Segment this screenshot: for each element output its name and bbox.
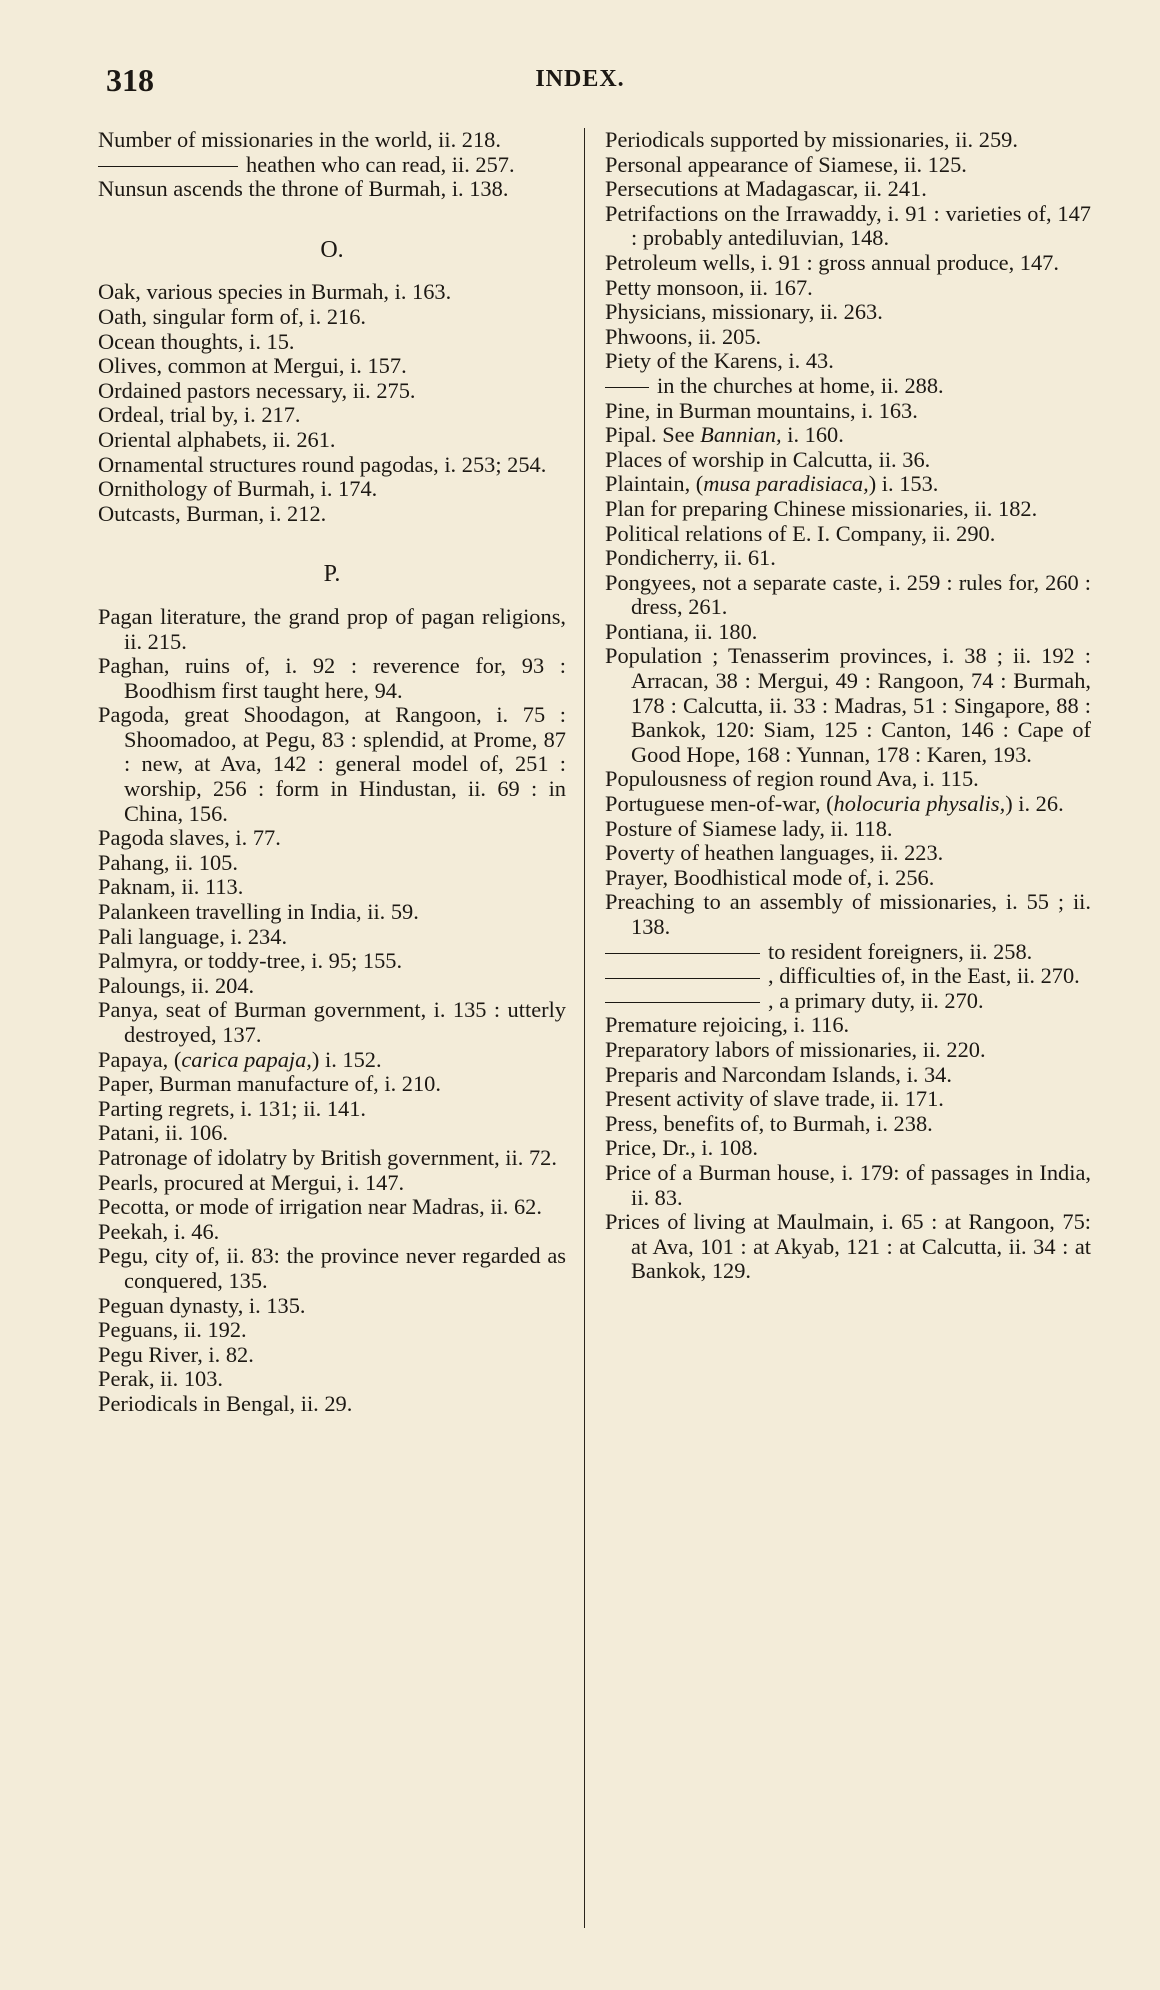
index-entry [605, 1038, 1091, 1063]
entry-text: Poverty of heathen languages, ii. 223. [605, 840, 944, 866]
index-entry [98, 1072, 566, 1097]
index-entry [98, 1343, 566, 1368]
index-entry [98, 1392, 566, 1417]
entry-italic-text: Bannian, [700, 422, 782, 448]
entry-text: Nunsun ascends the throne of Burmah, i. 138. [98, 176, 509, 202]
index-entry [98, 1121, 566, 1146]
entry-text: ) i. 152. [311, 1046, 382, 1072]
entry-text: Ocean thoughts, i. 15. [98, 328, 295, 354]
ditto-dash [605, 978, 760, 979]
left-column [98, 128, 566, 1417]
entry-text: Press, benefits of, to Burmah, i. 238. [605, 1110, 933, 1136]
index-entry [605, 1063, 1091, 1088]
index-entry [605, 497, 1091, 522]
entry-text: Piety of the Karens, i. 43. [605, 348, 834, 374]
index-entry [605, 374, 1091, 399]
right-column [605, 128, 1091, 1284]
entry-text: Oath, singular form of, i. 216. [98, 303, 367, 329]
entry-text: Portuguese men-of-war, ( [605, 791, 834, 817]
entry-text: Phwoons, ii. 205. [605, 323, 762, 349]
entry-text: Price, Dr., i. 108. [605, 1135, 758, 1161]
entry-text: Pine, in Burman mountains, i. 163. [605, 397, 918, 423]
index-entry [98, 1294, 566, 1319]
index-entry [98, 403, 566, 428]
index-entry [605, 546, 1091, 571]
entry-text: Paghan, ruins of, i. 92 : reverence for, 93 : Boodhism first taught here, 94. [98, 653, 566, 703]
ditto-dash [98, 166, 238, 167]
entry-text: Palmyra, or toddy-tree, i. 95; 155. [98, 948, 403, 974]
index-entry [98, 428, 566, 453]
page-number: 318 [106, 62, 154, 98]
index-entry [98, 826, 566, 851]
index-entry [605, 964, 1091, 989]
entry-text: Paloungs, ii. 204. [98, 972, 255, 998]
entry-text: Patronage of idolatry by British government, ii. 72. [98, 1144, 557, 1170]
entry-text: Pagan literature, the grand prop of pagan religions, ii. 215. [98, 603, 566, 654]
index-entry [605, 399, 1091, 424]
index-entry [605, 448, 1091, 473]
entry-text: Oak, various species in Burmah, i. 163. [98, 279, 452, 305]
entry-text: Prayer, Boodhistical mode of, i. 256. [605, 864, 935, 890]
index-entry [605, 571, 1091, 620]
entry-text: Places of worship in Calcutta, ii. 36. [605, 446, 931, 472]
ditto-dash [605, 387, 649, 388]
entry-text: heathen who can read, ii. 257. [246, 151, 515, 177]
index-entry [98, 703, 566, 826]
entry-text: Pali language, i. 234. [98, 923, 288, 949]
index-entry [98, 654, 566, 703]
index-entry [605, 817, 1091, 842]
entry-text: Papaya, ( [98, 1046, 182, 1072]
entry-text: to resident foreigners, ii. 258. [768, 938, 1033, 964]
entry-text: Pontiana, ii. 180. [605, 618, 758, 644]
index-entry [98, 949, 566, 974]
entry-text: Peguans, ii. 192. [98, 1317, 247, 1343]
entry-text: Olives, common at Mergui, i. 157. [98, 353, 407, 379]
index-entry [98, 1097, 566, 1122]
index-entry [605, 522, 1091, 547]
entry-text: Physicians, missionary, ii. 263. [605, 299, 883, 325]
index-entry [98, 998, 566, 1047]
entry-text: Price of a Burman house, i. 179: of passages in India, ii. 83. [605, 1159, 1091, 1210]
index-entry [605, 620, 1091, 645]
entry-text: Plan for preparing Chinese missionaries, ii. 182. [605, 495, 1038, 521]
entry-text: Outcasts, Burman, i. 212. [98, 500, 327, 526]
index-entry [98, 974, 566, 999]
ditto-dash [605, 1002, 760, 1003]
index-entry [605, 177, 1091, 202]
index-entry [605, 300, 1091, 325]
index-entry [605, 1136, 1091, 1161]
index-entry [98, 453, 566, 478]
index-entry [98, 1318, 566, 1343]
index-entry [98, 128, 566, 153]
entry-text: Pipal. See [605, 422, 701, 448]
index-entry [98, 851, 566, 876]
entry-text: Periodicals supported by missionaries, ii. 259. [605, 127, 1018, 152]
index-entry [605, 644, 1091, 767]
index-entry [98, 1367, 566, 1392]
index-entry [98, 305, 566, 330]
index-entry [98, 477, 566, 502]
index-entry [605, 472, 1091, 497]
index-entry [98, 1048, 566, 1073]
index-entry [605, 940, 1091, 965]
index-entry [605, 1210, 1091, 1284]
entry-text: ) i. 26. [1005, 791, 1064, 817]
index-entry [98, 1171, 566, 1196]
entry-text: Prices of living at Maulmain, i. 65 : at Rangoon, 75: at Ava, 101 : at Akyab, 121 : at Calcutta, ii. 34 : at Bankok, 129. [605, 1209, 1091, 1284]
running-head: INDEX. [535, 66, 625, 92]
entry-text: ) i. 153. [868, 471, 939, 497]
entry-text: Petrifactions on the Irrawaddy, i. 91 : varieties of, 147 : probably antediluvian, 148. [605, 200, 1091, 251]
index-entry [605, 1161, 1091, 1210]
entry-text: Personal appearance of Siamese, ii. 125. [605, 151, 967, 177]
entry-text: Ornithology of Burmah, i. 174. [98, 476, 378, 502]
entry-text: Petty monsoon, ii. 167. [605, 274, 813, 300]
entry-text: Preparatory labors of missionaries, ii. 220. [605, 1036, 986, 1062]
entry-text: Present activity of slave trade, ii. 171. [605, 1086, 944, 1112]
index-entry [605, 423, 1091, 448]
entry-text: Patani, ii. 106. [98, 1120, 228, 1146]
section-letter: O. [320, 236, 344, 263]
entry-text: Parting regrets, i. 131; ii. 141. [98, 1095, 367, 1121]
index-entry [98, 1244, 566, 1293]
entry-italic-text: carica papaja, [181, 1046, 312, 1072]
index-entry [605, 767, 1091, 792]
entry-text: Preparis and Narcondam Islands, i. 34. [605, 1061, 952, 1087]
entry-text: Posture of Siamese lady, ii. 118. [605, 815, 893, 841]
entry-text: Ordained pastors necessary, ii. 275. [98, 377, 416, 403]
entry-text: i. 160. [781, 422, 844, 448]
index-entry [605, 128, 1091, 153]
index-entry [605, 1112, 1091, 1137]
entry-italic-text: holocuria physalis, [833, 791, 1006, 817]
index-entry [605, 792, 1091, 817]
entry-text: Pegu, city of, ii. 83: the province never regarded as conquered, 135. [98, 1243, 566, 1293]
entry-text: Premature rejoicing, i. 116. [605, 1012, 850, 1038]
index-entry [605, 153, 1091, 178]
index-entry [98, 605, 566, 654]
index-entry [605, 276, 1091, 301]
entry-text: Pecotta, or mode of irrigation near Madras, ii. 62. [98, 1194, 542, 1220]
entry-text: Population ; Tenasserim provinces, i. 38 ; ii. 192 : Arracan, 38 : Mergui, 49 : Rangoon, 74 : Burmah, 178 : Calcutta, ii. 33 : Madras, 51 : Singapore, 88 : Bankok, 120: Siam, 125 : Canton, 146 : Cape of Good Hope, 168 : Yunnan, 178 : Karen, 193. [605, 643, 1091, 767]
index-entry [98, 330, 566, 355]
index-entry [98, 379, 566, 404]
entry-text: Pagoda slaves, i. 77. [98, 825, 281, 851]
entry-text: Pahang, ii. 105. [98, 849, 238, 875]
entry-text: Petroleum wells, i. 91 : gross annual produce, 147. [605, 249, 1059, 275]
index-entry [605, 1087, 1091, 1112]
entry-text: Oriental alphabets, ii. 261. [98, 426, 336, 452]
entry-text: in the churches at home, ii. 288. [657, 372, 944, 398]
entry-text: Pondicherry, ii. 61. [605, 545, 776, 571]
entry-text: Political relations of E. I. Company, ii. 290. [605, 520, 996, 546]
index-entry [605, 841, 1091, 866]
entry-text: , a primary duty, ii. 270. [768, 987, 984, 1013]
entry-text: Pegu River, i. 82. [98, 1341, 254, 1367]
index-entry [98, 177, 566, 202]
entry-italic-text: musa paradisiaca, [703, 471, 869, 497]
index-entry [605, 989, 1091, 1014]
index-entry [98, 153, 566, 178]
index-entry [605, 1013, 1091, 1038]
index-entry [98, 502, 566, 527]
index-entry [98, 1195, 566, 1220]
index-entry [98, 354, 566, 379]
index-entry [605, 325, 1091, 350]
index-entry [98, 1146, 566, 1171]
entry-text: Peekah, i. 46. [98, 1218, 220, 1244]
entry-text: Number of missionaries in the world, ii. 218. [98, 127, 501, 152]
index-entry [605, 890, 1091, 939]
entry-text: Panya, seat of Burman government, i. 135 : utterly destroyed, 137. [98, 997, 566, 1047]
index-entry [98, 1220, 566, 1245]
entry-text: Palankeen travelling in India, ii. 59. [98, 899, 419, 925]
entry-text: Paper, Burman manufacture of, i. 210. [98, 1071, 441, 1097]
index-entry [605, 202, 1091, 251]
entry-text: Preaching to an assembly of missionaries, i. 55 ; ii. 138. [605, 889, 1091, 939]
index-entry [605, 866, 1091, 891]
entry-text: Ornamental structures round pagodas, i. 253; 254. [98, 451, 547, 477]
index-entry [605, 349, 1091, 374]
index-entry [98, 925, 566, 950]
section-letter: P. [323, 561, 341, 588]
index-entry [98, 280, 566, 305]
column-divider [584, 128, 585, 1928]
index-entry [605, 251, 1091, 276]
ditto-dash [605, 953, 760, 954]
index-entry [98, 875, 566, 900]
entry-text: , difficulties of, in the East, ii. 270. [768, 963, 1080, 989]
entry-text: Periodicals in Bengal, ii. 29. [98, 1390, 353, 1416]
entry-text: Ordeal, trial by, i. 217. [98, 402, 301, 428]
entry-text: Pongyees, not a separate caste, i. 259 : rules for, 260 : dress, 261. [605, 569, 1091, 620]
entry-text: Plaintain, ( [605, 471, 704, 497]
entry-text: Populousness of region round Ava, i. 115. [605, 766, 979, 792]
entry-text: Peguan dynasty, i. 135. [98, 1292, 306, 1318]
entry-text: Pagoda, great Shoodagon, at Rangoon, i. 75 : Shoomadoo, at Pegu, 83 : splendid, at Prome, 87 : new, at Ava, 142 : general model of, 251 : worship, 256 : form in Hindustan, ii. 69 : in China, 156. [98, 702, 566, 826]
entry-text: Paknam, ii. 113. [98, 874, 244, 900]
entry-text: Persecutions at Madagascar, ii. 241. [605, 176, 927, 202]
index-entry [98, 900, 566, 925]
entry-text: Perak, ii. 103. [98, 1366, 223, 1392]
entry-text: Pearls, procured at Mergui, i. 147. [98, 1169, 405, 1195]
